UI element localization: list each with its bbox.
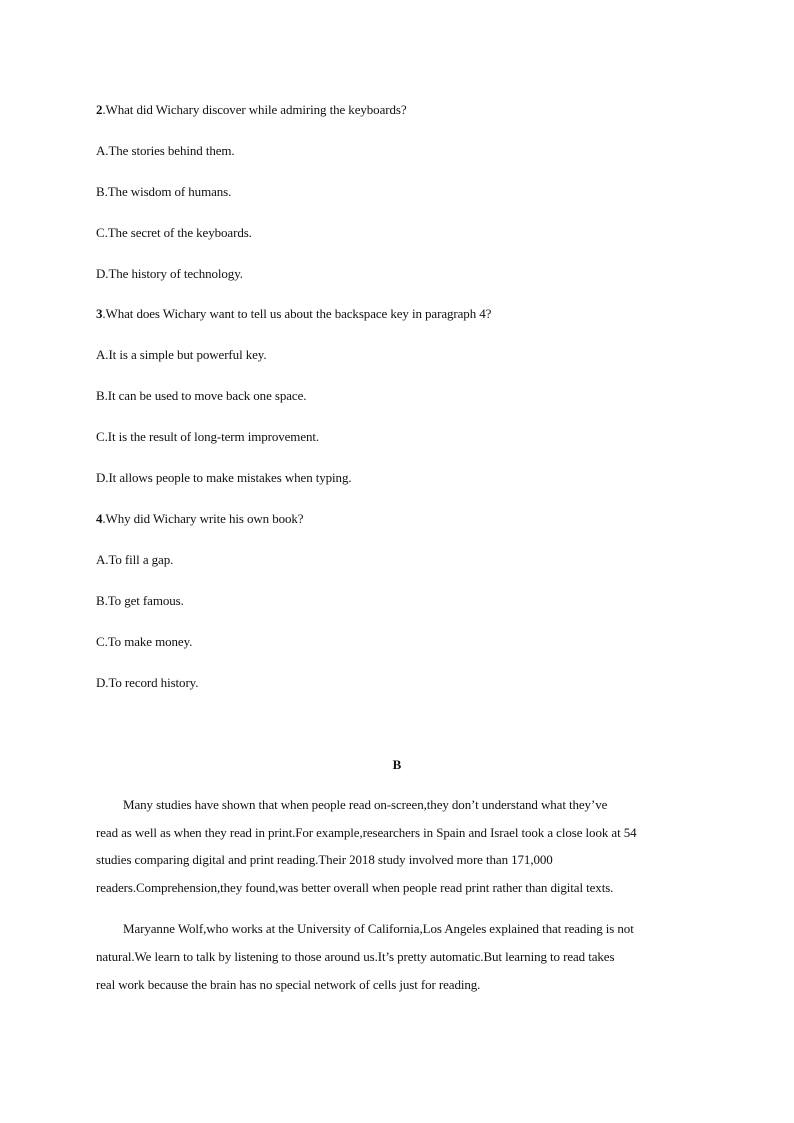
paragraph-2-line-1: Maryanne Wolf,who works at the University of California,Los Angeles explained that reading is not xyxy=(123,921,634,936)
option-3c: C.It is the result of long-term improvement. xyxy=(96,429,320,444)
question-3 xyxy=(96,306,491,322)
option-2b: B.The wisdom of humans. xyxy=(96,184,232,199)
paragraph-1-line-1: Many studies have shown that when people read on-screen,they don’t understand what they’ve xyxy=(123,797,608,812)
question-number: 4 xyxy=(96,511,103,526)
question-text: .Why did Wichary write his own book? xyxy=(102,511,304,526)
option-4c: C.To make money. xyxy=(96,634,193,649)
paragraph-1-line-3: studies comparing digital and print reading.Their 2018 study involved more than 171,000 xyxy=(96,852,553,867)
question-text: .What does Wichary want to tell us about the backspace key in paragraph 4? xyxy=(102,306,492,321)
paragraph-2-line-3: real work because the brain has no special network of cells just for reading. xyxy=(96,977,481,992)
option-3a: A.It is a simple but powerful key. xyxy=(96,347,267,362)
option-4d: D.To record history. xyxy=(96,675,199,690)
question-number: 3 xyxy=(96,306,103,321)
section-title: B xyxy=(392,757,402,772)
question-4 xyxy=(96,511,303,527)
option-2a: A.The stories behind them. xyxy=(96,143,235,158)
paragraph-1-line-2: read as well as when they read in print.For example,researchers in Spain and Israel took a close look at 54 xyxy=(96,825,637,840)
option-4b: B.To get famous. xyxy=(96,593,184,608)
question-2 xyxy=(96,102,407,118)
option-3b: B.It can be used to move back one space. xyxy=(96,388,307,403)
option-2c: C.The secret of the keyboards. xyxy=(96,225,252,240)
option-3d: D.It allows people to make mistakes when typing. xyxy=(96,470,352,485)
paragraph-1-line-4: readers.Comprehension,they found,was better overall when people read print rather than digital texts. xyxy=(96,880,614,895)
question-number: 2 xyxy=(96,102,103,117)
option-2d: D.The history of technology. xyxy=(96,266,243,281)
paragraph-2-line-2: natural.We learn to talk by listening to those around us.It’s pretty automatic.But learning to read takes xyxy=(96,949,615,964)
question-text: .What did Wichary discover while admiring the keyboards? xyxy=(102,102,407,117)
option-4a: A.To fill a gap. xyxy=(96,552,174,567)
